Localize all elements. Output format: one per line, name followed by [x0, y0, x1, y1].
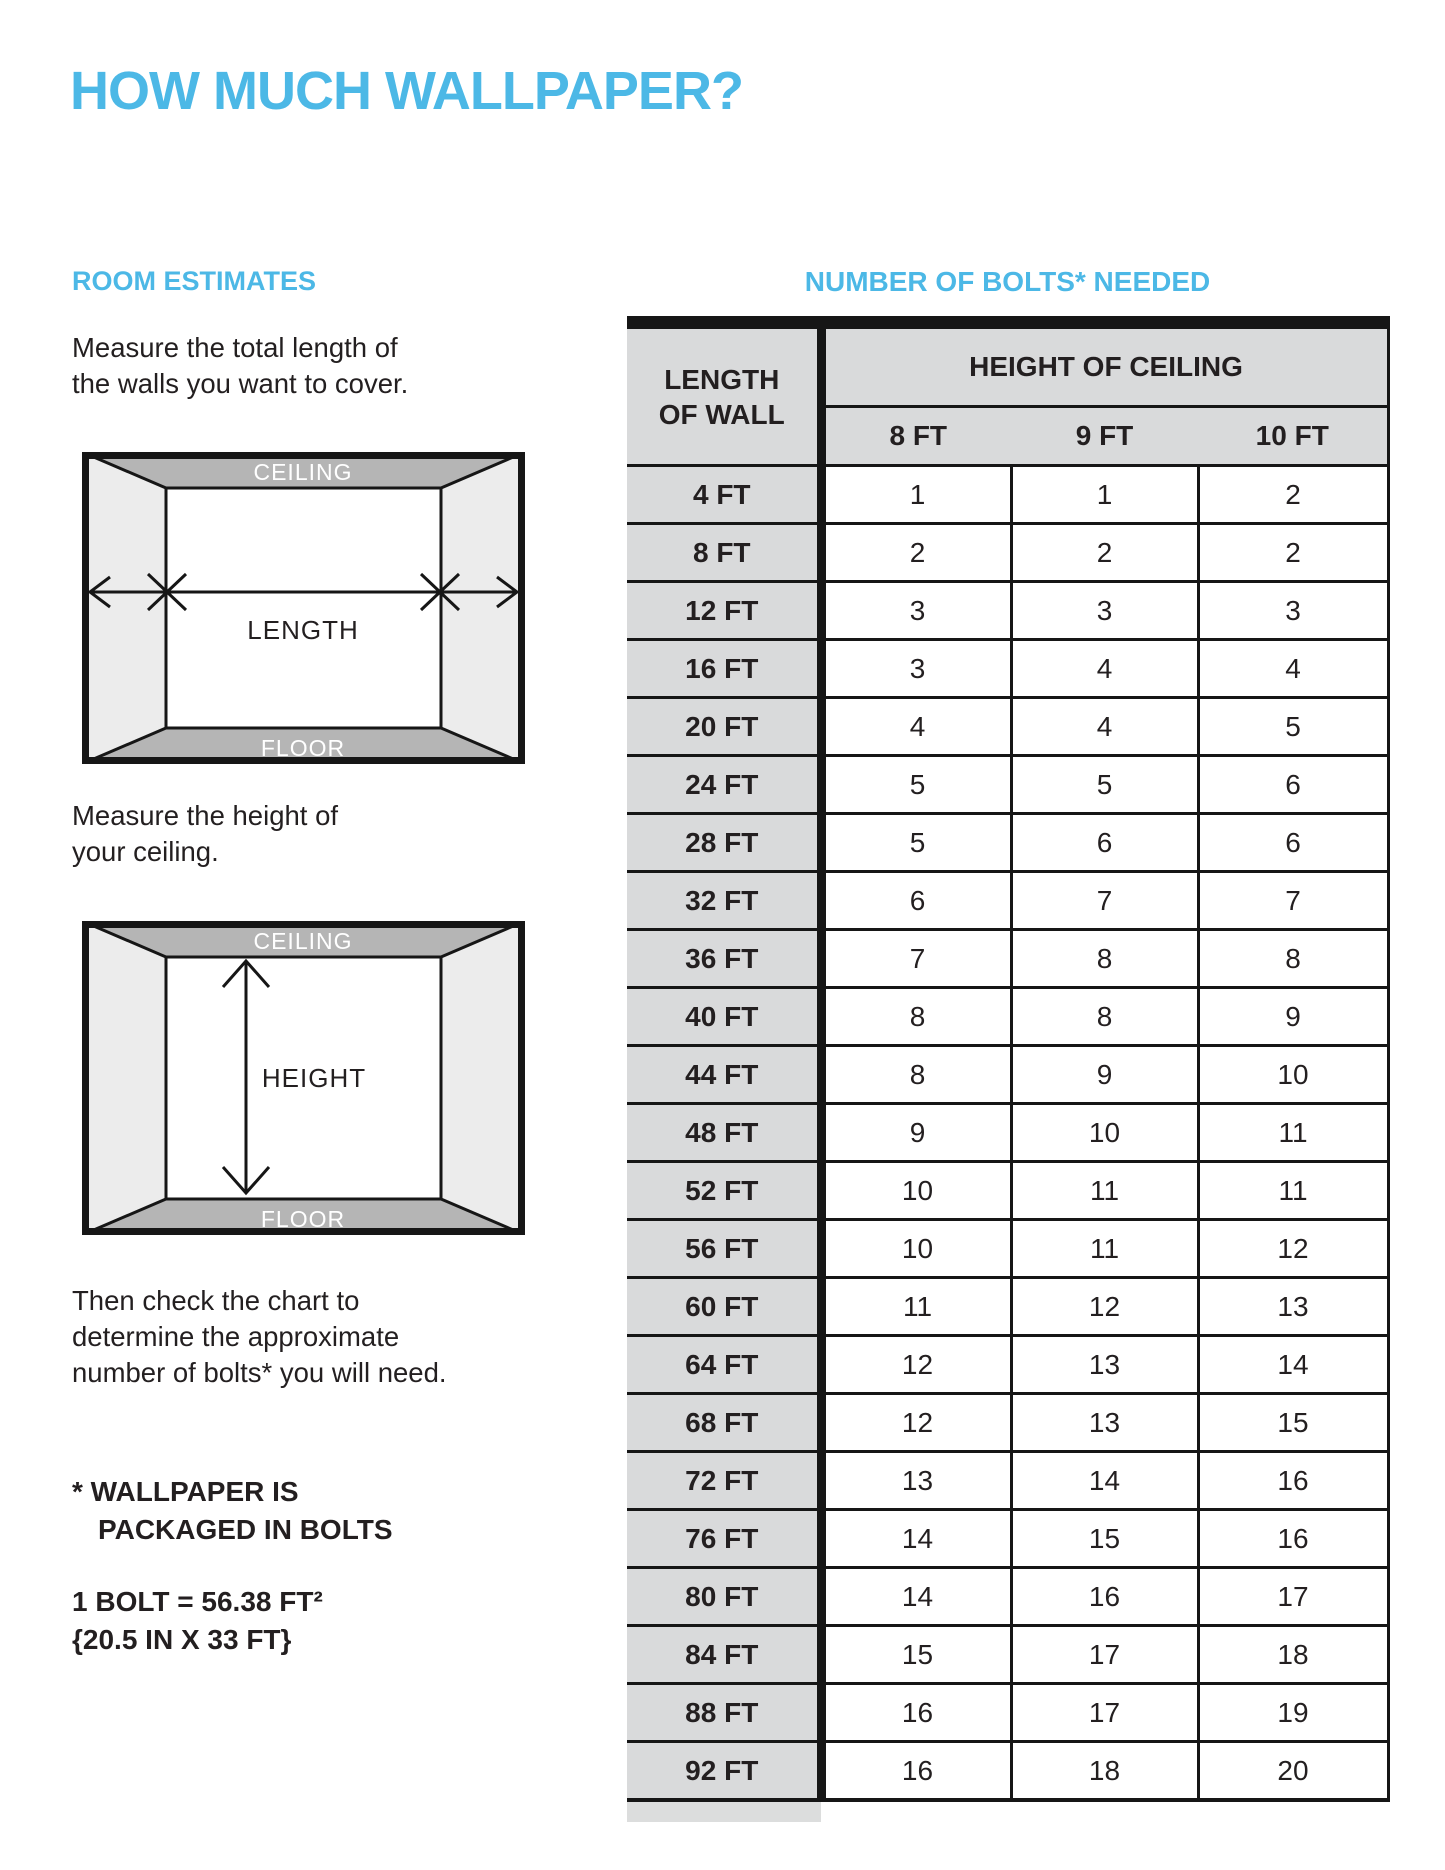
wall-length-cell: 56 FT: [627, 1220, 821, 1278]
bolt-count-cell: 4: [1011, 640, 1198, 698]
table-row: [627, 1336, 1388, 1394]
bolt-count-cell: 11: [1011, 1162, 1198, 1220]
bolt-count-cell: 8: [821, 1046, 1011, 1104]
table-row: [627, 814, 1388, 872]
room-height-diagram: [82, 921, 525, 1235]
text-line: * WALLPAPER IS: [72, 1476, 299, 1507]
text-line: Measure the total length of: [72, 332, 398, 363]
bolt-count-cell: 16: [821, 1742, 1011, 1801]
table-row: [627, 1452, 1388, 1510]
bolt-count-cell: 9: [1198, 988, 1388, 1046]
bolt-count-cell: 14: [1011, 1452, 1198, 1510]
wall-length-cell: 72 FT: [627, 1452, 821, 1510]
bolt-count-cell: 10: [821, 1162, 1011, 1220]
text-line: Then check the chart to: [72, 1285, 360, 1316]
left-wall-panel: [82, 452, 166, 764]
bolt-count-cell: 9: [821, 1104, 1011, 1162]
right-wall-panel: [441, 921, 525, 1235]
text-line: 1 BOLT = 56.38 FT²: [72, 1586, 323, 1617]
column-header-8ft: 8 FT: [821, 407, 1011, 466]
bolts-footnote: [72, 1473, 393, 1549]
bolt-count-cell: 5: [821, 814, 1011, 872]
header-line: OF WALL: [658, 398, 785, 430]
bolt-count-cell: 15: [1198, 1394, 1388, 1452]
ceiling-label: CEILING: [253, 459, 353, 485]
table-row: [627, 698, 1388, 756]
text-line: {20.5 IN X 33 FT}: [72, 1624, 292, 1655]
wall-length-cell: 60 FT: [627, 1278, 821, 1336]
bolt-count-cell: 10: [821, 1220, 1011, 1278]
text-line: your ceiling.: [72, 836, 219, 867]
table-row: [627, 466, 1388, 524]
bolt-count-cell: 4: [821, 698, 1011, 756]
bolt-count-cell: 10: [1011, 1104, 1198, 1162]
text-line: determine the approximate: [72, 1321, 400, 1352]
bolt-count-cell: 8: [1198, 930, 1388, 988]
table-row: [627, 524, 1388, 582]
room-estimates-heading: ROOM ESTIMATES: [72, 266, 317, 296]
bolts-needed-heading: NUMBER OF BOLTS* NEEDED: [804, 266, 1211, 297]
bolt-count-cell: 5: [1198, 698, 1388, 756]
bolt-count-cell: 3: [1011, 582, 1198, 640]
wall-length-cell: 4 FT: [627, 466, 821, 524]
wall-length-cell: 64 FT: [627, 1336, 821, 1394]
bolt-count-cell: 11: [1198, 1162, 1388, 1220]
wall-length-cell: 28 FT: [627, 814, 821, 872]
bolts-table-container: [627, 316, 1390, 1822]
bolt-count-cell: 14: [821, 1510, 1011, 1568]
bolt-count-cell: 13: [1011, 1336, 1198, 1394]
bolt-count-cell: 4: [1011, 698, 1198, 756]
wall-length-cell: 8 FT: [627, 524, 821, 582]
table-row: [627, 756, 1388, 814]
bolt-count-cell: 11: [1011, 1220, 1198, 1278]
bolt-count-cell: 8: [821, 988, 1011, 1046]
back-wall: [166, 488, 441, 728]
height-of-ceiling-header: HEIGHT OF CEILING: [821, 323, 1388, 407]
bolt-count-cell: 7: [1198, 872, 1388, 930]
bolt-count-cell: 3: [821, 582, 1011, 640]
bolt-count-cell: 14: [821, 1568, 1011, 1626]
bolt-count-cell: 20: [1198, 1742, 1388, 1801]
measure-height-text: [72, 798, 338, 870]
header-line: LENGTH: [664, 363, 780, 395]
bolt-count-cell: 2: [1198, 466, 1388, 524]
table-row: [627, 1568, 1388, 1626]
bolt-count-cell: 17: [1011, 1626, 1198, 1684]
bolt-count-cell: 16: [1198, 1510, 1388, 1568]
wall-length-cell: 32 FT: [627, 872, 821, 930]
bolt-count-cell: 3: [1198, 582, 1388, 640]
bolt-count-cell: 10: [1198, 1046, 1388, 1104]
bolt-count-cell: 14: [1198, 1336, 1388, 1394]
table-row: [627, 872, 1388, 930]
text-line: PACKAGED IN BOLTS: [98, 1514, 393, 1545]
bolt-count-cell: 7: [1011, 872, 1198, 930]
bolt-count-cell: 17: [1011, 1684, 1198, 1742]
bolt-count-cell: 16: [821, 1684, 1011, 1742]
bolt-count-cell: 6: [821, 872, 1011, 930]
wall-length-cell: 36 FT: [627, 930, 821, 988]
bolt-count-cell: 13: [1011, 1394, 1198, 1452]
wall-length-cell: 84 FT: [627, 1626, 821, 1684]
wall-length-cell: 20 FT: [627, 698, 821, 756]
table-row: [627, 1510, 1388, 1568]
bolt-count-cell: 6: [1198, 756, 1388, 814]
bolt-count-cell: 19: [1198, 1684, 1388, 1742]
bolt-count-cell: 12: [1198, 1220, 1388, 1278]
bolt-count-cell: 11: [821, 1278, 1011, 1336]
bolt-count-cell: 1: [1011, 466, 1198, 524]
table-row: [627, 1162, 1388, 1220]
table-row: [627, 930, 1388, 988]
right-wall-panel: [441, 452, 525, 764]
bolt-count-cell: 12: [821, 1394, 1011, 1452]
bolt-count-cell: 2: [1198, 524, 1388, 582]
floor-label: FLOOR: [260, 735, 346, 761]
bolt-count-cell: 12: [1011, 1278, 1198, 1336]
bolt-count-cell: 5: [821, 756, 1011, 814]
bolts-table: [627, 316, 1390, 1802]
bolt-count-cell: 13: [821, 1452, 1011, 1510]
bolt-count-cell: 3: [821, 640, 1011, 698]
wall-length-cell: 44 FT: [627, 1046, 821, 1104]
table-row: [627, 640, 1388, 698]
wall-length-cell: 24 FT: [627, 756, 821, 814]
bolt-count-cell: 6: [1011, 814, 1198, 872]
wall-length-cell: 76 FT: [627, 1510, 821, 1568]
bolt-count-cell: 18: [1011, 1742, 1198, 1801]
bolt-count-cell: 12: [821, 1336, 1011, 1394]
table-footer-gray-stub: [627, 1802, 821, 1822]
bolt-count-cell: 17: [1198, 1568, 1388, 1626]
length-of-wall-header: [627, 323, 821, 466]
bolt-count-cell: 8: [1011, 930, 1198, 988]
bolt-count-cell: 11: [1198, 1104, 1388, 1162]
bolt-count-cell: 9: [1011, 1046, 1198, 1104]
bolt-count-cell: 1: [821, 466, 1011, 524]
column-header-10ft: 10 FT: [1198, 407, 1388, 466]
bolt-table-body: [627, 466, 1388, 1801]
height-label: HEIGHT: [261, 1063, 367, 1093]
bolt-count-cell: 18: [1198, 1626, 1388, 1684]
left-wall-panel: [82, 921, 166, 1235]
bolt-count-cell: 6: [1198, 814, 1388, 872]
floor-label: FLOOR: [260, 1206, 346, 1232]
room-length-diagram: [82, 452, 525, 764]
bolt-size-info: [72, 1583, 323, 1659]
bolt-count-cell: 15: [821, 1626, 1011, 1684]
bolt-count-cell: 16: [1198, 1452, 1388, 1510]
bolt-count-cell: 7: [821, 930, 1011, 988]
wall-length-cell: 16 FT: [627, 640, 821, 698]
bolt-count-cell: 15: [1011, 1510, 1198, 1568]
bolt-count-cell: 16: [1011, 1568, 1198, 1626]
table-row: [627, 988, 1388, 1046]
bolt-count-cell: 4: [1198, 640, 1388, 698]
table-row: [627, 582, 1388, 640]
wall-length-cell: 52 FT: [627, 1162, 821, 1220]
table-row: [627, 1278, 1388, 1336]
text-line: the walls you want to cover.: [72, 368, 409, 399]
table-row: [627, 1684, 1388, 1742]
wall-length-cell: 40 FT: [627, 988, 821, 1046]
page-title: HOW MUCH WALLPAPER?: [70, 61, 743, 121]
bolt-count-cell: 13: [1198, 1278, 1388, 1336]
table-row: [627, 1046, 1388, 1104]
table-row: [627, 1394, 1388, 1452]
wall-length-cell: 92 FT: [627, 1742, 821, 1801]
column-header-9ft: 9 FT: [1011, 407, 1198, 466]
bolt-count-cell: 2: [821, 524, 1011, 582]
bolt-count-cell: 5: [1011, 756, 1198, 814]
text-line: number of bolts* you will need.: [72, 1357, 447, 1388]
table-row: [627, 1742, 1388, 1801]
text-line: Measure the height of: [72, 800, 339, 831]
check-chart-text: [72, 1283, 447, 1391]
measure-length-text: [72, 330, 408, 402]
bolt-count-cell: 8: [1011, 988, 1198, 1046]
wall-length-cell: 88 FT: [627, 1684, 821, 1742]
table-row: [627, 1626, 1388, 1684]
wall-length-cell: 12 FT: [627, 582, 821, 640]
wall-length-cell: 48 FT: [627, 1104, 821, 1162]
table-row: [627, 1104, 1388, 1162]
bolt-count-cell: 2: [1011, 524, 1198, 582]
length-label: LENGTH: [247, 615, 359, 645]
table-row: [627, 1220, 1388, 1278]
wall-length-cell: 80 FT: [627, 1568, 821, 1626]
wall-length-cell: 68 FT: [627, 1394, 821, 1452]
ceiling-label: CEILING: [253, 928, 353, 954]
